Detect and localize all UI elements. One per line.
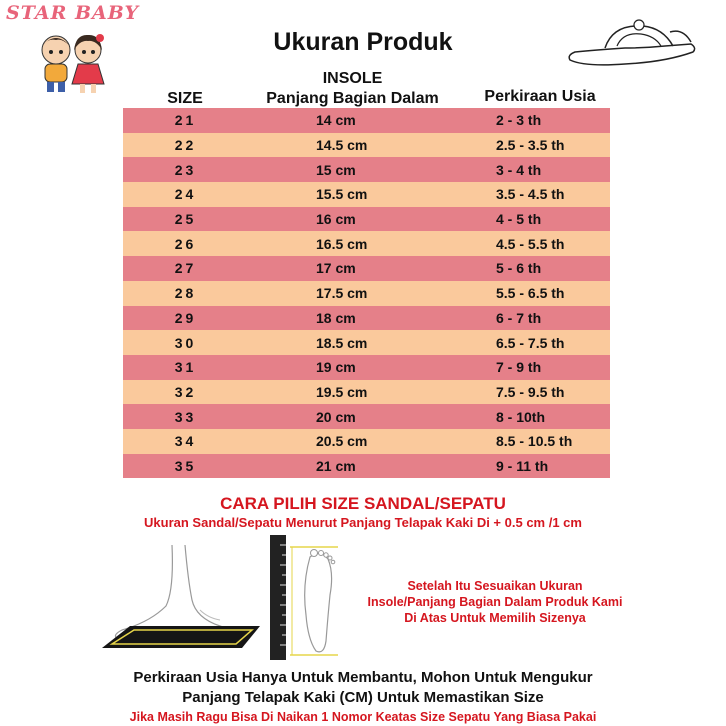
table-row — [123, 231, 610, 256]
age-cell: 3 - 4 th — [496, 161, 542, 178]
header-insole: INSOLE — [322, 70, 383, 87]
table-row — [123, 330, 610, 355]
table-row — [123, 380, 610, 405]
size-cell: 33 — [174, 408, 197, 425]
size-cell: 27 — [174, 260, 197, 277]
header-age: Perkiraan Usia — [484, 88, 596, 105]
size-cell: 23 — [174, 161, 197, 178]
guide-instruction-line: Insole/Panjang Bagian Dalam Produk Kami — [367, 595, 623, 609]
guide-instruction-line: Setelah Itu Sesuaikan Ukuran — [407, 579, 583, 593]
insole-length-cell: 14 cm — [316, 112, 356, 129]
size-cell: 22 — [174, 137, 197, 154]
size-cell: 30 — [174, 334, 197, 351]
age-cell: 5.5 - 6.5 th — [496, 285, 565, 302]
age-cell: 6.5 - 7.5 th — [496, 334, 565, 351]
size-cell: 24 — [174, 186, 197, 203]
brand-logo-text: STAR BABY — [6, 2, 140, 24]
size-cell: 35 — [174, 457, 197, 474]
size-cell: 29 — [174, 309, 197, 326]
insole-length-cell: 19 cm — [316, 359, 356, 376]
header-size: SIZE — [167, 90, 203, 107]
table-row — [123, 207, 610, 232]
footer-tip: Jika Masih Ragu Bisa Di Naikan 1 Nomor Keatas Size Sepatu Yang Biasa Pakai — [129, 710, 597, 724]
insole-length-cell: 18.5 cm — [316, 334, 368, 351]
age-cell: 3.5 - 4.5 th — [496, 186, 565, 203]
insole-length-cell: 20.5 cm — [316, 433, 368, 450]
table-row — [123, 454, 610, 479]
age-cell: 5 - 6 th — [496, 260, 542, 277]
table-row — [123, 281, 610, 306]
age-cell: 4.5 - 5.5 th — [496, 235, 565, 252]
size-cell: 28 — [174, 285, 197, 302]
table-row — [123, 133, 610, 158]
age-cell: 9 - 11 th — [496, 457, 549, 474]
age-cell: 2.5 - 3.5 th — [496, 137, 565, 154]
age-cell: 7.5 - 9.5 th — [496, 383, 565, 400]
insole-length-cell: 14.5 cm — [316, 137, 368, 154]
size-cell: 26 — [174, 235, 197, 252]
insole-length-cell: 20 cm — [316, 408, 356, 425]
table-row — [123, 182, 610, 207]
table-row — [123, 404, 610, 429]
age-cell: 6 - 7 th — [496, 309, 542, 326]
insole-length-cell: 17 cm — [316, 260, 356, 277]
table-row — [123, 157, 610, 182]
table-row — [123, 108, 610, 133]
guide-subheading: Ukuran Sandal/Sepatu Menurut Panjang Telapak Kaki Di + 0.5 cm /1 cm — [144, 515, 582, 530]
table-row — [123, 256, 610, 281]
size-cell: 25 — [174, 211, 197, 228]
footer-note-line-1: Perkiraan Usia Hanya Untuk Membantu, Mohon Untuk Mengukur — [133, 669, 593, 686]
insole-length-cell: 16.5 cm — [316, 235, 368, 252]
footer-note-line-2: Panjang Telapak Kaki (CM) Untuk Memastikan Size — [182, 689, 544, 706]
age-cell: 2 - 3 th — [496, 112, 542, 129]
size-table — [123, 108, 610, 478]
table-row — [123, 355, 610, 380]
insole-length-cell: 16 cm — [316, 211, 356, 228]
guide-instruction — [335, 578, 655, 626]
size-cell: 32 — [174, 383, 197, 400]
size-cell: 31 — [174, 359, 197, 376]
insole-length-cell: 15.5 cm — [316, 186, 368, 203]
age-cell: 4 - 5 th — [496, 211, 542, 228]
foot-side-illustration — [100, 540, 265, 655]
sandal-icon — [565, 12, 700, 72]
age-cell: 8 - 10th — [496, 408, 546, 425]
insole-length-cell: 15 cm — [316, 161, 356, 178]
guide-heading: CARA PILIH SIZE SANDAL/SEPATU — [220, 494, 506, 513]
table-row — [123, 429, 610, 454]
guide-instruction-line: Di Atas Untuk Memilih Sizenya — [404, 611, 586, 625]
size-cell: 34 — [174, 433, 197, 450]
ruler-illustration — [268, 535, 288, 660]
insole-length-cell: 19.5 cm — [316, 383, 368, 400]
insole-length-cell: 17.5 cm — [316, 285, 368, 302]
age-cell: 8.5 - 10.5 th — [496, 433, 573, 450]
table-row — [123, 306, 610, 331]
page-title: Ukuran Produk — [273, 28, 453, 56]
age-cell: 7 - 9 th — [496, 359, 542, 376]
header-insole-sub: Panjang Bagian Dalam — [266, 90, 439, 107]
insole-length-cell: 18 cm — [316, 309, 356, 326]
size-cell: 21 — [174, 112, 197, 129]
insole-length-cell: 21 cm — [316, 457, 356, 474]
